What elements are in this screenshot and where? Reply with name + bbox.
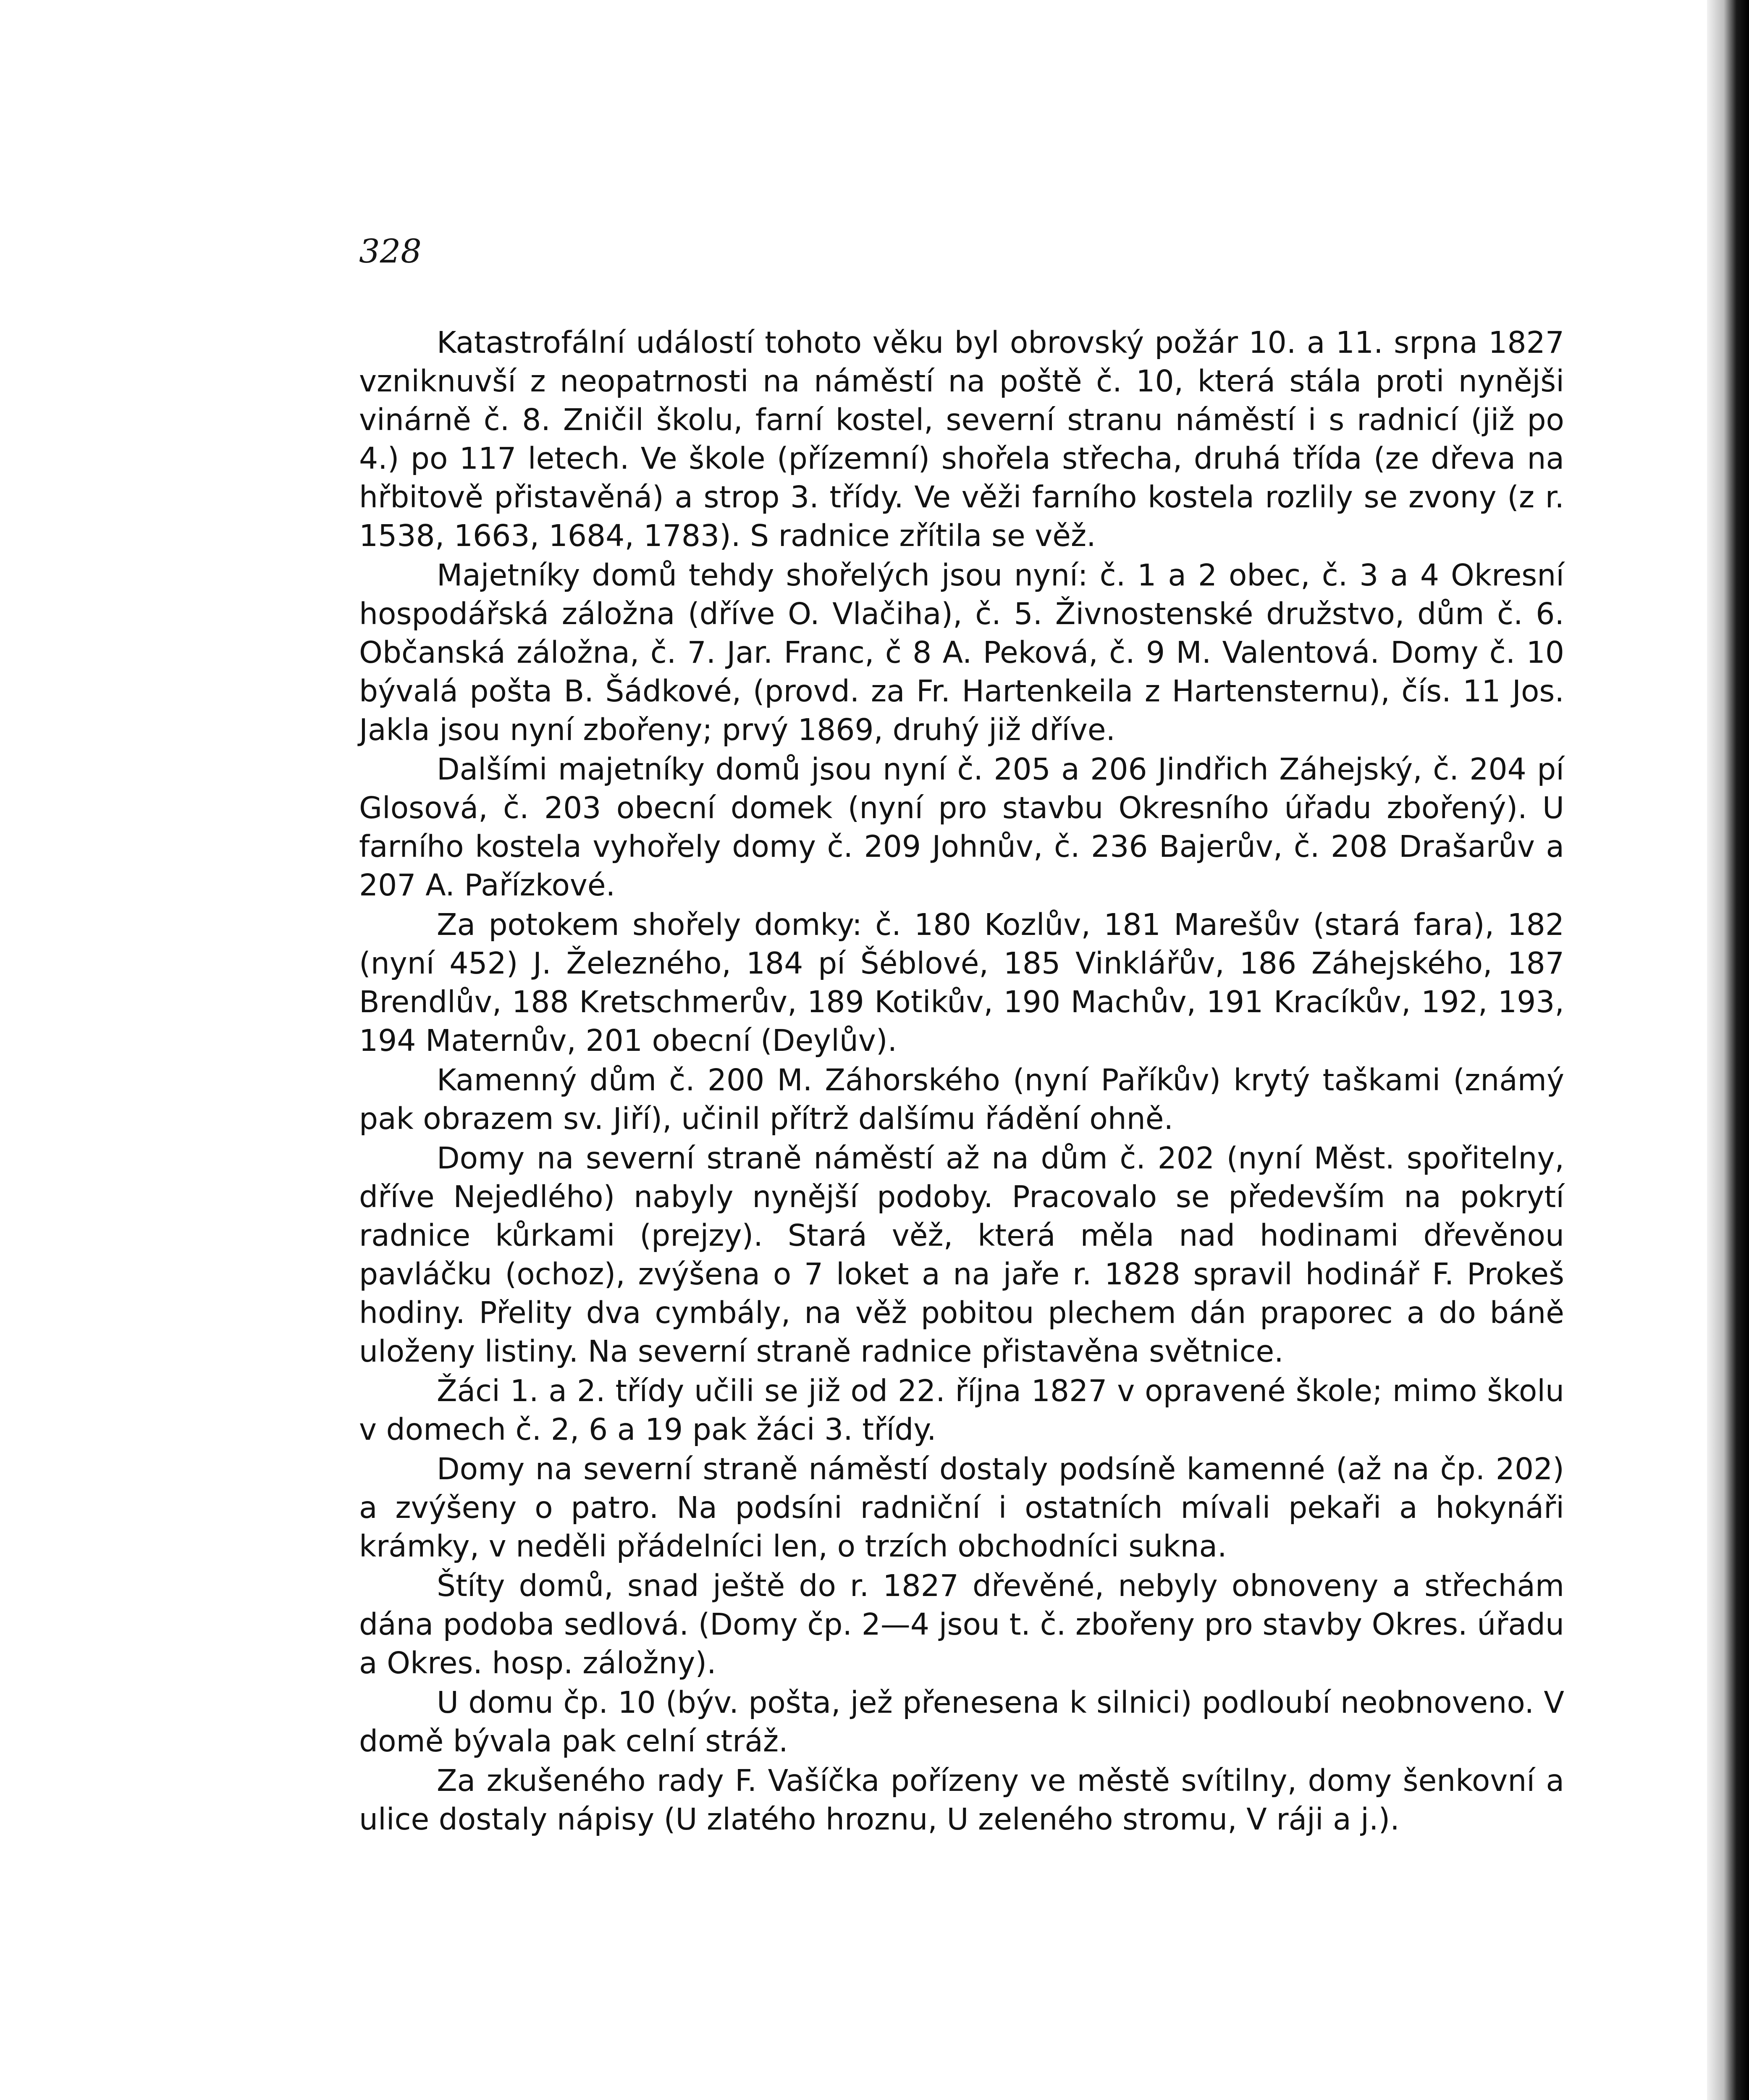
paragraph-post-house: U domu čp. 10 (býv. pošta, jež přenesena k silnici) podloubí neobnoveno. V domě bývala pak celní stráž. [359,1685,1564,1759]
page-binding-edge [1707,0,1749,2100]
paragraph-stone-house: Kamenný dům č. 200 M. Záhorského (nyní Paříkův) krytý taškami (známý pak obrazem sv. Jiří), učinil přítrž dalšímu řádění ohně. [359,1063,1564,1136]
paragraph-north-side-houses: Domy na severní straně náměstí až na dům č. 202 (nyní Měst. spořitelny, dříve Nejedlého) nabyly nynější podoby. Pracovalo se především na pokrytí radnice kůrkami (prejzy). Stará věž, která měla nad hodinami dřevěnou pavláčku (ochoz), zvýšena o 7 loket a na jaře r. 1828 spravil hodinář F. Prokeš hodiny. Přelity dva cymbály, na věž pobitou plechem dán praporec a do báně uloženy listiny. Na severní straně radnice přistavěna světnice. [359,1141,1564,1369]
paragraph-gables: Štíty domů, snad ještě do r. 1827 dřevěné, nebyly obnoveny a střechám dána podoba sedlová. (Domy čp. 2—4 jsou t. č. zbořeny pro stavby Okres. úřadu a Okres. hosp. záložny). [359,1568,1564,1680]
paragraph-other-owners: Dalšími majetníky domů jsou nyní č. 205 a 206 Jindřich Záhejský, č. 204 pí Glosová, č. 203 obecní domek (nyní pro stavbu Okresního úřadu zbořený). U farního kostela vyhořely domy č. 209 Johnův, č. 236 Bajerův, č. 208 Drašarův a 207 A. Pařízkové. [359,752,1564,903]
paragraph-school-classes: Žáci 1. a 2. třídy učili se již od 22. října 1827 v opravené škole; mimo školu v domech č. 2, 6 a 19 pak žáci 3. třídy. [359,1373,1564,1447]
paragraph-arcades: Domy na severní straně náměstí dostaly podsíně kamenné (až na čp. 202) a zvýšeny o patro. Na podsíni radniční i ostatních mívali pekaři a hokynáři krámky, v neděli přádelníci len, o trzích obchodníci sukna. [359,1452,1564,1564]
paragraph-street-lamps: Za zkušeného rady F. Vašíčka pořízeny ve městě svítilny, domy šenkovní a ulice dostaly nápisy (U zlatého hroznu, U zeleného stromu, V ráji a j.). [359,1763,1564,1837]
body-text [359,323,1564,1840]
paragraph-house-owners: Majetníky domů tehdy shořelých jsou nyní: č. 1 a 2 obec, č. 3 a 4 Okresní hospodářská záložna (dříve O. Vlačiha), č. 5. Živnostenské družstvo, dům č. 6. Občanská záložna, č. 7. Jar. Franc, č 8 A. Peková, č. 9 M. Valentová. Domy č. 10 bývalá pošta B. Šádkové, (provd. za Fr. Hartenkeila z Hartensternu), čís. 11 Jos. Jakla jsou nyní zbořeny; prvý 1869, druhý již dříve. [359,558,1564,747]
paragraph-burned-cottages: Za potokem shořely domky: č. 180 Kozlův, 181 Marešův (stará fara), 182 (nyní 452) J. Železného, 184 pí Šéblové, 185 Vinklářův, 186 Záhejského, 187 Brendlův, 188 Kretschmerův, 189 Kotikův, 190 Machův, 191 Kracíkův, 192, 193, 194 Maternův, 201 obecní (Deylův). [359,907,1564,1058]
paragraph-fire-1827: Katastrofální událostí tohoto věku byl obrovský požár 10. a 11. srpna 1827 vzniknuvší z neopatrnosti na náměstí na poště č. 10, která stála proti nynějši vinárně č. 8. Zničil školu, farní kostel, severní stranu náměstí i s radnicí (již po 4.) po 117 letech. Ve škole (přízemní) shořela střecha, druhá třída (ze dřeva na hřbitově přistavěná) a strop 3. třídy. Ve věži farního kostela rozlily se zvony (z r. 1538, 1663, 1684, 1783). S radnice zřítila se věž. [359,325,1564,553]
page-number: 328 [359,233,422,270]
